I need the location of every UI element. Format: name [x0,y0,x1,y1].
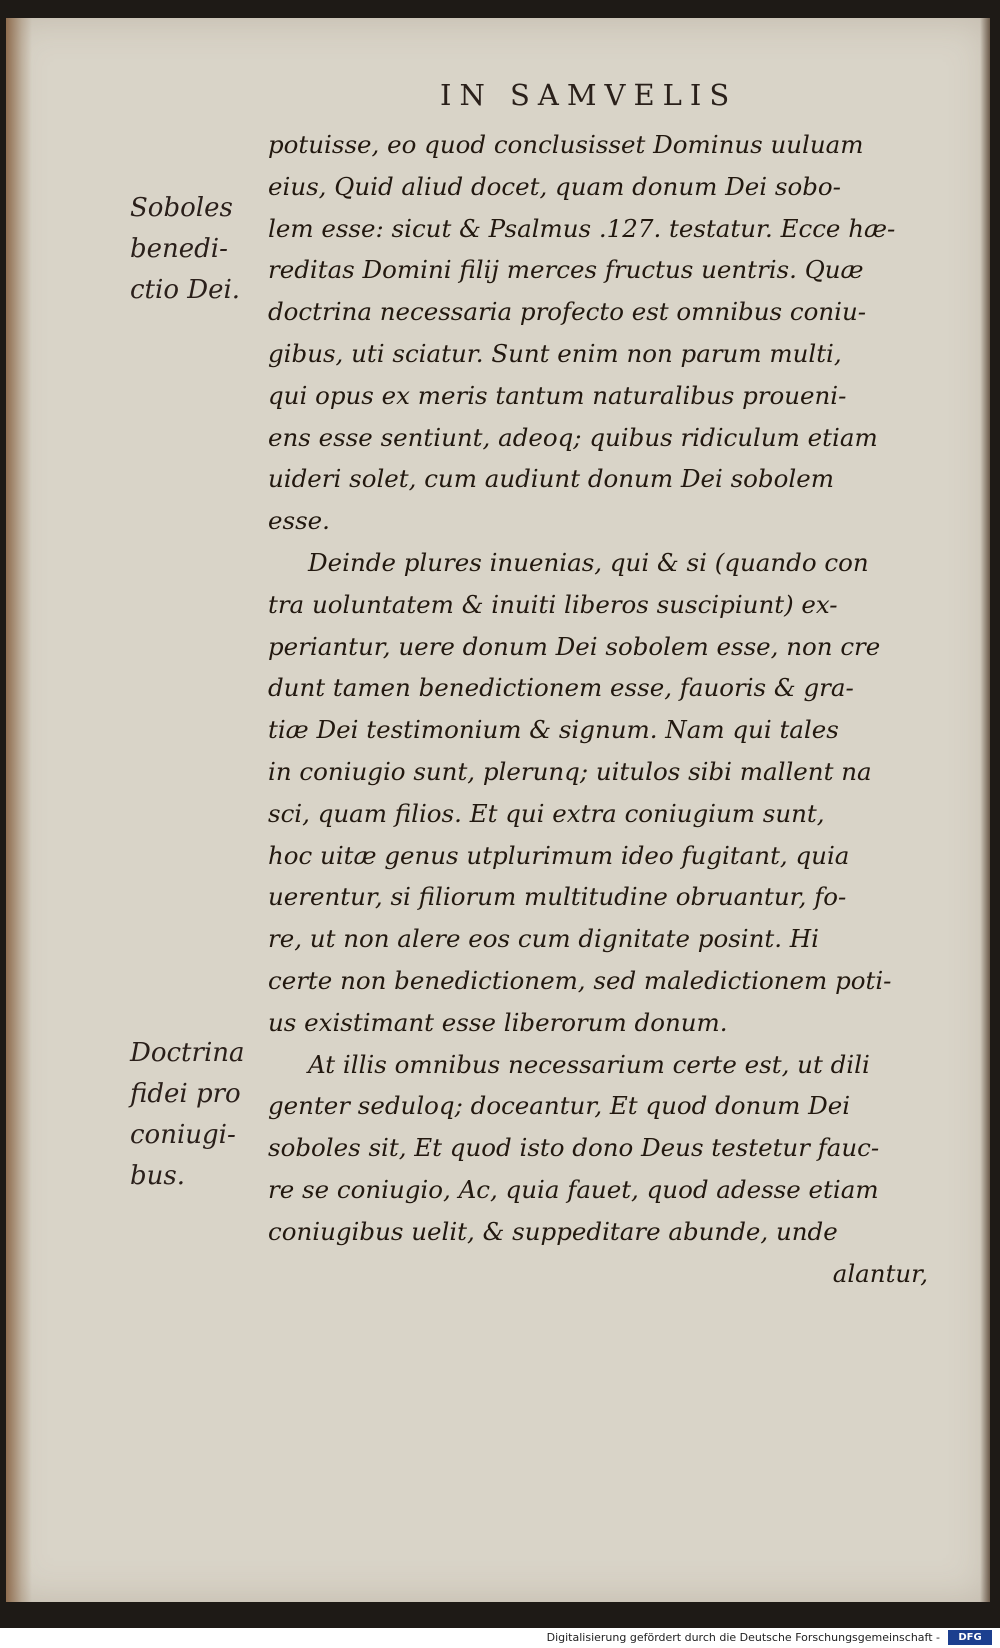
text-line: uideri solet, cum audiunt donum Dei sobolem [268,464,834,494]
text-line: eius, Quid aliud docet, quam donum Dei sobo- [268,171,841,201]
margin-note-doctrina [130,1033,260,1197]
text-line: soboles sit, Et quod isto dono Deus testetur fauc- [268,1133,880,1163]
text-line: esse. [268,506,330,536]
margin-note-soboles [130,188,260,311]
text-line: ens esse sentiunt, adeoq; quibus ridiculum etiam [268,422,878,452]
dfg-logo: DFG [948,1630,992,1645]
page-edge [980,18,990,1602]
text-line: coniugibus uelit, & suppeditare abunde, unde [268,1216,838,1246]
text-line: potuisse, eo quod conclusisset Dominus uuluam [268,130,864,159]
body-text [268,124,928,1294]
text-line: dunt tamen benedictionem esse, fauoris & gra- [268,673,854,703]
text-line: re, ut non alere eos cum dignitate posint. Hi [268,924,820,954]
text-line: gibus, uti sciatur. Sunt enim non parum multi, [268,338,842,368]
binding-shadow [6,18,32,1602]
margin-note-line: Soboles [130,193,233,223]
margin-note-line: bus. [130,1161,185,1191]
margin-note-line: benedi- [130,234,228,264]
text-line: doctrina necessaria profecto est omnibus coniu- [268,297,867,327]
margin-note-line: coniugi- [130,1120,236,1150]
text-line: periantur, uere donum Dei sobolem esse, non cre [268,631,881,661]
text-line: us existimant esse liberorum donum. [268,1007,728,1037]
text-line: tiæ Dei testimonium & signum. Nam qui tales [268,715,839,745]
text-line: Deinde plures inuenias, qui & si (quando con [308,547,869,577]
text-line: qui opus ex meris tantum naturalibus proueni- [268,380,847,410]
text-line: tra uoluntatem & inuiti liberos suscipiunt) ex- [268,589,838,619]
text-line: hoc uitæ genus utplurimum ideo fugitant, quia [268,840,850,870]
text-line: genter seduloq; doceantur, Et quod donum Dei [268,1091,851,1121]
text-line: lem esse: sicut & Psalmus .127. testatur. Ecce hæ- [268,213,896,243]
margin-note-line: Doctrina [130,1038,245,1068]
text-line: uerentur, si filiorum multitudine obruantur, fo- [268,882,847,912]
margin-note-line: fidei pro [130,1079,241,1109]
text-line: in coniugio sunt, plerunq; uitulos sibi mallent na [268,756,872,786]
text-line: At illis omnibus necessarium certe est, ut dili [308,1049,870,1079]
margin-note-line: ctio Dei. [130,275,241,305]
text-line: reditas Domini filij merces fructus uentris. Quæ [268,255,864,285]
catchword: alantur, [832,1258,928,1288]
text-line: sci, quam filios. Et qui extra coniugium sunt, [268,798,825,828]
funding-notice: Digitalisierung gefördert durch die Deutsche Forschungsgemeinschaft - [546,1631,940,1644]
text-line: re se coniugio, Ac, quia fauet, quod adesse etiam [268,1174,879,1204]
footer-bar [0,1628,1000,1648]
running-head: IN SAMVELIS [440,78,738,112]
text-line: certe non benedictionem, sed maledictionem poti- [268,965,892,995]
